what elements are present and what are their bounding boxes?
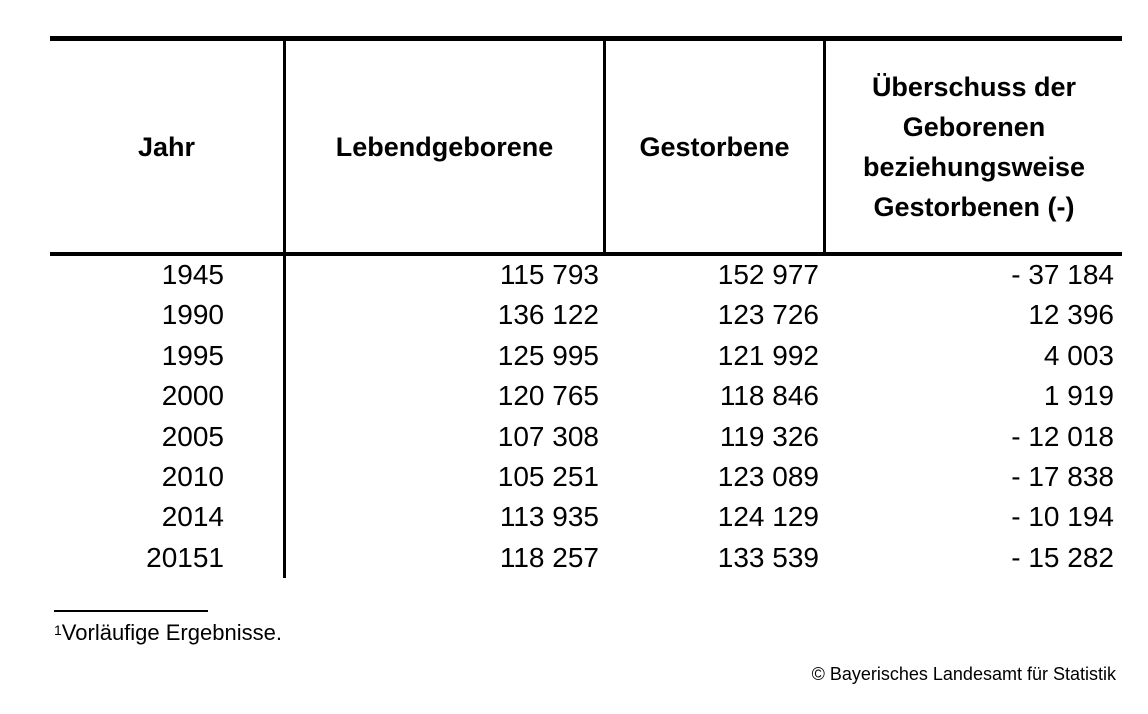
footnote: [54, 620, 282, 646]
cell-lebendgeborene: 125 995: [497, 339, 599, 371]
table-row: [50, 458, 1122, 498]
cell-jahr: 2005: [161, 420, 224, 452]
header-ueberschuss-line: Überschuss der: [871, 71, 1077, 102]
cell-gestorbene: 123 726: [717, 299, 819, 331]
cell-jahr: 2010: [161, 460, 224, 492]
cell-jahr: 1945: [161, 259, 224, 290]
cell-lebendgeborene: 115 793: [499, 259, 599, 290]
cell-ueberschuss: - 15 282: [1011, 541, 1114, 573]
header-ueberschuss: [826, 41, 1122, 252]
cell-jahr: 1990: [161, 299, 224, 331]
cell-ueberschuss: - 12 018: [1011, 420, 1114, 452]
table-row: [50, 256, 1122, 296]
cell-ueberschuss: - 17 838: [1011, 460, 1114, 492]
cell-lebendgeborene: 118 257: [499, 541, 599, 573]
cell-gestorbene: 119 326: [719, 420, 819, 452]
table-row: [50, 539, 1122, 579]
cell-lebendgeborene: 113 935: [499, 501, 599, 533]
cell-gestorbene: 118 846: [719, 380, 819, 412]
cell-jahr: 2014: [161, 501, 224, 533]
cell-lebendgeborene: 105 251: [497, 460, 599, 492]
header-ueberschuss-line: Gestorbenen (-): [873, 191, 1075, 222]
cell-lebendgeborene: 107 308: [497, 420, 599, 452]
cell-jahr: 2000: [161, 380, 224, 412]
source-credit: © Bayerisches Landesamt für Statistik: [811, 664, 1116, 684]
header-lebendgeborene: Lebendgeborene: [335, 131, 554, 162]
header-jahr: Jahr: [137, 131, 196, 162]
cell-lebendgeborene: 120 765: [497, 380, 599, 412]
table-row: [50, 418, 1122, 458]
table-body: [50, 256, 1122, 579]
cell-ueberschuss: 4 003: [1043, 339, 1114, 371]
footnote-text: Vorläufige Ergebnisse.: [61, 620, 282, 645]
cell-gestorbene: 123 089: [717, 460, 819, 492]
header-ueberschuss-line: Geborenen: [902, 111, 1046, 142]
header-ueberschuss-line: beziehungsweise: [862, 151, 1086, 182]
cell-gestorbene: 133 539: [717, 541, 819, 573]
cell-lebendgeborene: 136 122: [497, 299, 599, 331]
table-row: [50, 498, 1122, 538]
cell-ueberschuss: - 10 194: [1011, 501, 1114, 533]
footnote-rule: [54, 610, 208, 612]
cell-gestorbene: 121 992: [717, 339, 819, 371]
table-row: [50, 337, 1122, 377]
cell-jahr: 1995: [161, 339, 224, 371]
table-row: [50, 377, 1122, 417]
cell-ueberschuss: - 37 184: [1011, 259, 1114, 290]
cell-ueberschuss: 1 919: [1043, 380, 1114, 412]
cell-gestorbene: 152 977: [717, 259, 819, 290]
header-gestorbene: Gestorbene: [639, 131, 790, 162]
cell-ueberschuss: 12 396: [1028, 299, 1114, 331]
cell-gestorbene: 124 129: [717, 501, 819, 533]
cell-jahr: 20151: [146, 541, 224, 573]
footnote-marker: 1: [54, 622, 62, 638]
table-row: [50, 296, 1122, 336]
